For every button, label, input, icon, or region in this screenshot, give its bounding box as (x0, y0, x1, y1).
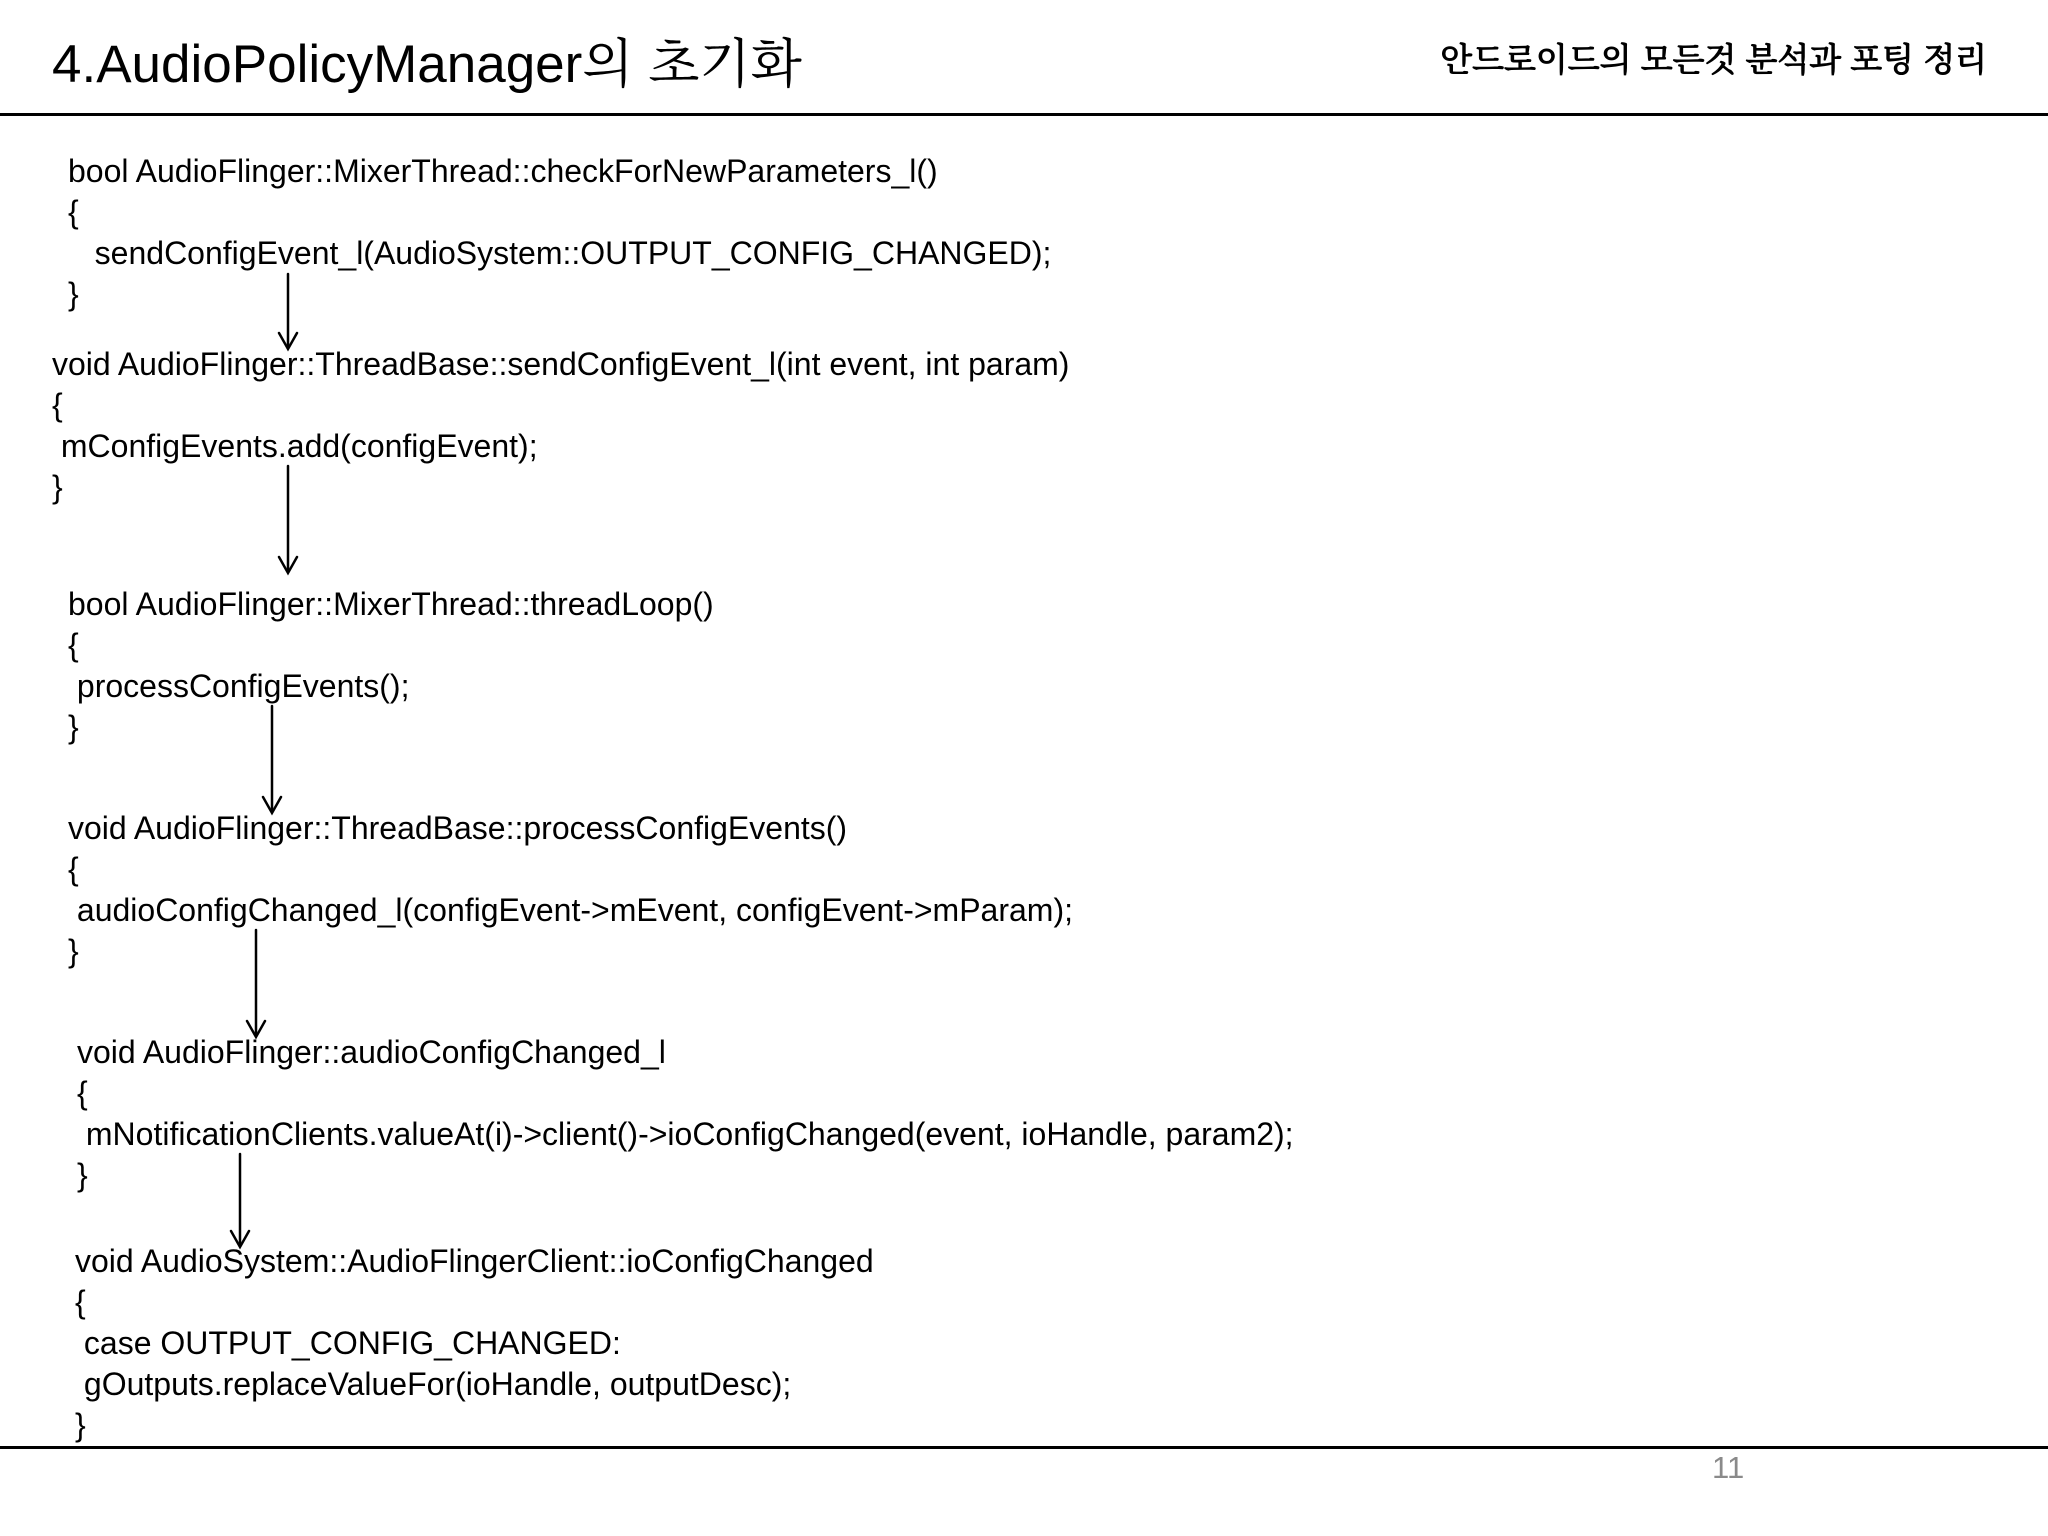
code-line: { (77, 1075, 88, 1111)
code-line: { (68, 194, 79, 230)
slide-title: 4.AudioPolicyManager의 초기화 (52, 35, 802, 94)
code-line: { (68, 627, 79, 663)
code-line: } (68, 276, 79, 312)
code-line: bool AudioFlinger::MixerThread::checkForNewParameters_l() (68, 153, 938, 189)
code-line: mNotificationClients.valueAt(i)->client()->ioConfigChanged(event, ioHandle, param2); (77, 1116, 1294, 1152)
flow-arrow-2 (279, 466, 297, 573)
flow-arrow-3 (263, 706, 281, 813)
page-number: 11 (1712, 1450, 1745, 1485)
flow-arrow-5 (231, 1154, 249, 1247)
code-line: bool AudioFlinger::MixerThread::threadLoop() (68, 586, 714, 622)
top-divider (0, 113, 2048, 116)
code-line: { (75, 1284, 86, 1320)
bottom-divider (0, 1446, 2048, 1449)
code-line: } (52, 469, 63, 505)
code-line: audioConfigChanged_l(configEvent->mEvent, configEvent->mParam); (68, 892, 1073, 928)
code-line: processConfigEvents(); (68, 668, 410, 704)
code-line: } (68, 933, 79, 969)
code-line: void AudioFlinger::ThreadBase::sendConfigEvent_l(int event, int param) (52, 346, 1070, 382)
header-note: 안드로이드의 모든것 분석과 포팅 정리 (1440, 41, 1987, 78)
code-line: } (75, 1407, 86, 1443)
code-line: mConfigEvents.add(configEvent); (52, 428, 538, 464)
code-line: gOutputs.replaceValueFor(ioHandle, outputDesc); (75, 1366, 792, 1402)
code-line: case OUTPUT_CONFIG_CHANGED: (75, 1325, 621, 1361)
code-line: void AudioFlinger::ThreadBase::processConfigEvents() (68, 810, 848, 846)
code-line: } (77, 1157, 88, 1193)
flow-arrow-4 (247, 930, 265, 1037)
code-line: sendConfigEvent_l(AudioSystem::OUTPUT_CONFIG_CHANGED); (68, 235, 1052, 271)
code-line: void AudioFlinger::audioConfigChanged_l (77, 1034, 666, 1070)
code-line: void AudioSystem::AudioFlingerClient::ioConfigChanged (75, 1243, 874, 1279)
code-line: { (52, 387, 63, 423)
code-line: { (68, 851, 79, 887)
flow-arrow-1 (279, 274, 297, 349)
code-line: } (68, 709, 79, 745)
